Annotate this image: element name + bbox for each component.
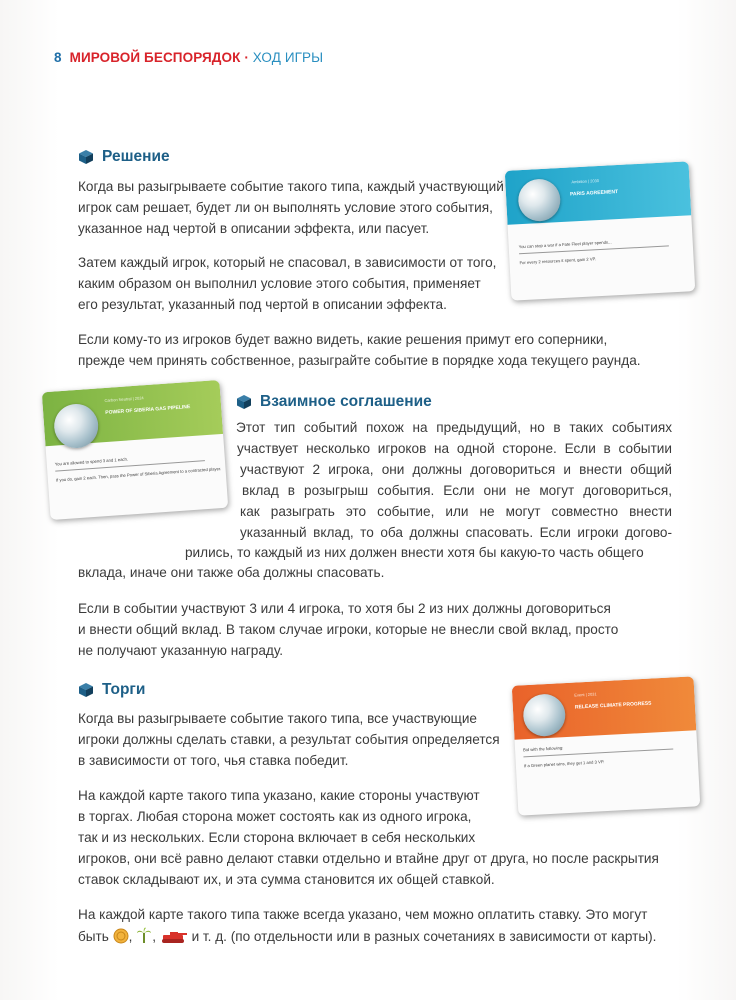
decision-line-8: прежде чем принять собственное, разыграйте событие в порядке хода текущего раунда. xyxy=(78,353,641,368)
event-card-agreement: Carbon Neutral | 2024 POWER OF SIBERIA GAS PIPELINE You are allowed to spend 3 and 1 each. If you do, gain 2 each. Then, pass the Power of Siberia Agreement to a contracted player. xyxy=(42,380,228,520)
bidding-line-2: игроки должны сделать ставки, а результат события определяется xyxy=(78,732,500,747)
page-number: 8 xyxy=(54,50,62,65)
event-card-bidding: Event | 2031 RELEASE CLIMATE PROGRESS Bid with the following: If a Green planet wins, they get 1 and 3 VP. xyxy=(512,676,701,815)
bidding-line-10: быть , , и т. д. (по отдельности или в разных сочетаниях в зависимости от карты). xyxy=(78,926,656,950)
agreement-line-4: вклад в розыгрыш события. Если они не могут договориться, xyxy=(242,483,672,498)
decision-heading: Решение xyxy=(78,148,170,166)
tank-icon xyxy=(160,930,188,950)
decision-line-7: Если кому-то из игроков будет важно видеть, какие решения примут его соперники, xyxy=(78,332,608,347)
bidding-line-3: в зависимости от того, чья ставка победит. xyxy=(78,753,349,768)
coin-icon xyxy=(113,928,129,950)
decision-line-5: каким образом он выполнил условие этого события, применяет xyxy=(78,276,481,291)
agreement-line-10: и внести общий вклад. В таком случае игроки, которые не внесли свой вклад, просто xyxy=(78,622,619,637)
bidding-line-1: Когда вы разыгрываете событие такого типа, все участвующие xyxy=(78,711,477,726)
agreement-line-2: участвует несколько игроков на одной стороне. Если в событии xyxy=(237,441,672,456)
decision-line-1: Когда вы разыгрываете событие такого типа, каждый участвующий xyxy=(78,179,504,194)
bidding-line-9: На каждой карте такого типа также всегда указано, чем можно оплатить ставку. Это могут xyxy=(78,907,648,922)
agreement-line-6: указанный вклад, то оба должны спасовать. Если игроки догово- xyxy=(240,525,672,540)
agreement-line-3: участвуют 2 игрока, они должны договориться и внести общий xyxy=(240,462,672,477)
decision-line-4: Затем каждый игрок, который не спасовал, в зависимости от того, xyxy=(78,255,497,270)
cube-icon xyxy=(78,149,94,165)
bidding-line-6: так и из нескольких. Если сторона включает в себя нескольких xyxy=(78,830,476,845)
decision-line-3: указанное над чертой в описании эффекта, или пасует. xyxy=(78,221,430,236)
bidding-line-7: игроков, они всё равно делают ставки отдельно и втайне друг от друга, но после раскрытия xyxy=(78,851,659,866)
decision-line-6: его результат, указанный под чертой в описании эффекта. xyxy=(78,297,447,312)
bidding-line-8: ставок складывают их, и эта сумма становится их общей ставкой. xyxy=(78,872,495,887)
agreement-line-9: Если в событии участвуют 3 или 4 игрока, то хотя бы 2 из них должны договориться xyxy=(78,601,611,616)
page-header xyxy=(54,50,323,65)
event-card-decision: Ambition | 2030 PARIS AGREEMENT You can stop a war if a Fate Fleet player spends... For every 2 resources it spent, gain 2 VP. xyxy=(505,161,696,300)
agreement-line-7: рились, то каждый из них должен внести хотя бы какую-то часть общего xyxy=(185,545,644,560)
bidding-line-4: На каждой карте такого типа указано, какие стороны участвуют xyxy=(78,788,480,803)
agreement-heading: Взаимное соглашение xyxy=(236,393,432,411)
bidding-heading: Торги xyxy=(78,681,145,699)
agreement-line-5: как разыграть это событие, или не могут совместно внести xyxy=(240,504,672,519)
agreement-line-11: не получают указанную награду. xyxy=(78,643,284,658)
agreement-line-8: вклада, иначе они также оба должны спасовать. xyxy=(78,565,385,580)
section-title: ХОД ИГРЫ xyxy=(252,50,324,65)
agreement-line-1: Этот тип событий похож на предыдущий, но в таких событиях xyxy=(236,420,672,435)
cube-icon xyxy=(78,682,94,698)
cube-icon xyxy=(236,394,252,410)
bidding-line-5: в торгах. Любая сторона может состоять как из одного игрока, xyxy=(78,809,472,824)
decision-line-2: игрок сам решает, будет ли он выполнять условие этого события, xyxy=(78,200,493,215)
palm-icon xyxy=(136,926,152,950)
book-title: МИРОВОЙ БЕСПОРЯДОК xyxy=(69,50,241,65)
header-separator: · xyxy=(244,50,249,65)
